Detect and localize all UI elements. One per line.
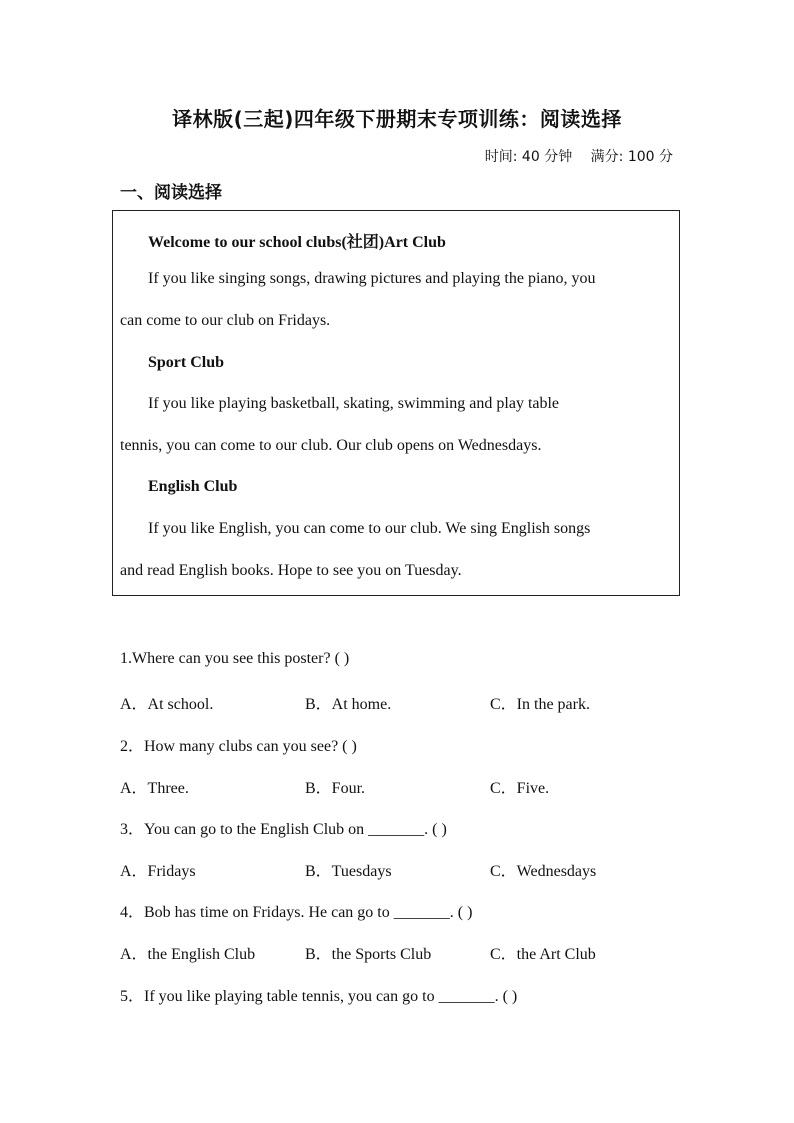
passage-heading-sport: Sport Club (148, 354, 225, 371)
question-1: 1.Where can you see this poster? ( ) (120, 650, 350, 667)
passage-heading-art: Welcome to our school clubs(社团)Art Club (148, 234, 446, 251)
option-b: B．Four. (305, 780, 366, 797)
passage-line: can come to our club on Fridays. (120, 312, 331, 329)
question-4: 4．Bob has time on Fridays. He can go to _______. ( ) (120, 904, 473, 921)
option-a: A．Fridays (120, 863, 196, 880)
option-c: C．In the park. (490, 696, 590, 713)
passage-line: If you like playing basketball, skating, swimming and play table (148, 395, 560, 412)
option-b: B．At home. (305, 696, 392, 713)
passage-line: tennis, you can come to our club. Our club opens on Wednesdays. (120, 437, 542, 454)
option-c: C．Wednesdays (490, 863, 597, 880)
reading-passage (112, 210, 680, 596)
question-5: 5．If you like playing table tennis, you can go to _______. ( ) (120, 988, 518, 1005)
passage-line: If you like singing songs, drawing pictures and playing the piano, you (148, 270, 596, 287)
passage-line: and read English books. Hope to see you on Tuesday. (120, 562, 462, 579)
exam-meta (485, 146, 673, 166)
option-c: C．the Art Club (490, 946, 596, 963)
option-c: C．Five. (490, 780, 550, 797)
option-b: B．the Sports Club (305, 946, 432, 963)
option-a: A．Three. (120, 780, 189, 797)
time-limit: 时间: 40 分钟 (484, 149, 573, 165)
option-a: A．the English Club (120, 946, 256, 963)
option-b: B．Tuesdays (305, 863, 392, 880)
passage-heading-english: English Club (148, 478, 238, 495)
passage-line: If you like English, you can come to our club. We sing English songs (148, 520, 591, 537)
question-2: 2．How many clubs can you see? ( ) (120, 738, 357, 755)
question-3: 3．You can go to the English Club on _______. ( ) (120, 821, 447, 838)
full-score: 满分: 100 分 (590, 149, 673, 165)
page-title: 译林版(三起)四年级下册期末专项训练：阅读选择 (172, 107, 622, 131)
section-title: 一、阅读选择 (120, 183, 222, 203)
option-a: A．At school. (120, 696, 214, 713)
